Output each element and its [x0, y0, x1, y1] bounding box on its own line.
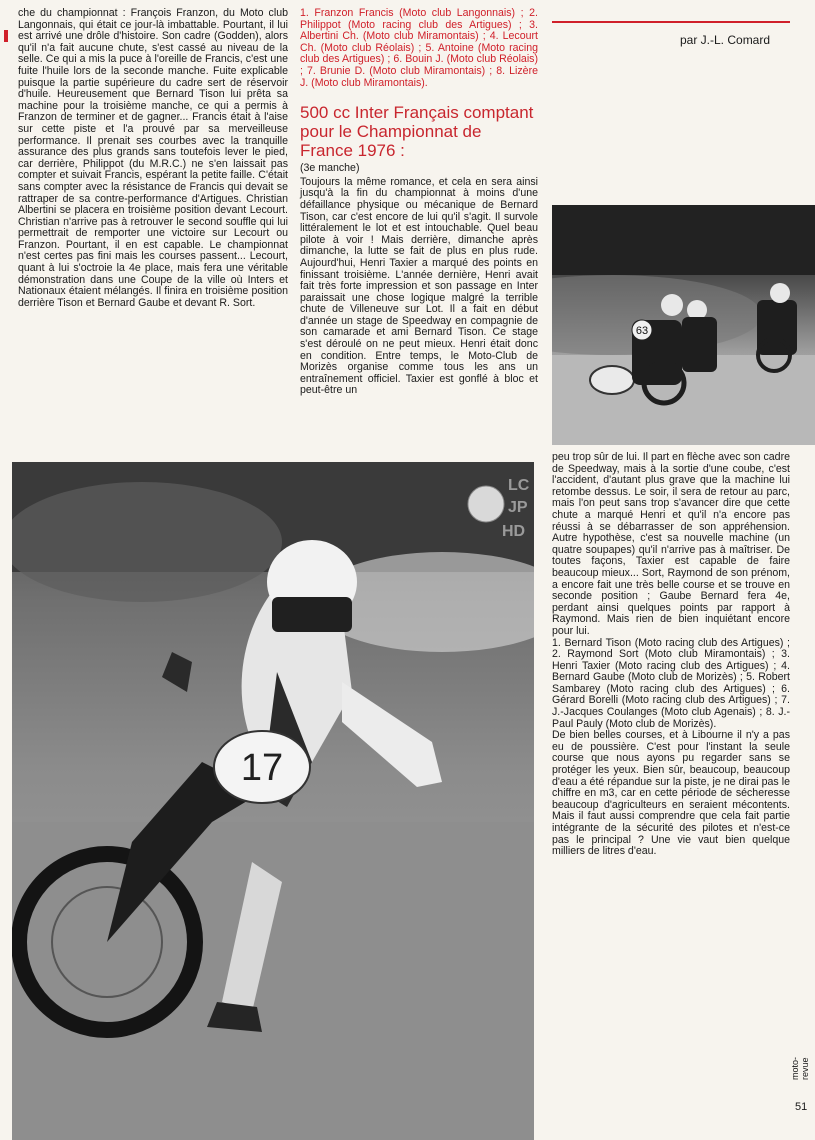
column-2-text: Toujours la même romance, et cela en sera ainsi jusqu'à la fin du championnat à moins d'une défaillance physique ou mécanique de Bernard Tison, car c'est encore de lui qu'il s'agit. Il survole littéralement le lot et est intouchable. Quel beau pilote à voir ! Mais derrière, dimanche après dimanche, la lutte se fait de plus en plus rude. Aujourd'hui, Henri Taxier a marqué des points en finissant troisième. L'année dernière, Henri avait fait très forte impression et son passage en Inter paraissait une chose logique malgré la terrible chute de Villeneuve sur Lot. Il a fait en début d'année un stage de Speedway en compagnie de son camarade et ami Bernard Tison. Ce stage s'est déroulé on ne peut mieux. Henri était donc en condition. Entre temps, le Moto-Club de Morizès organise comme tous les ans un entraînement officiel. Taxier est gonflé à bloc et peut-être un — [300, 175, 538, 397]
race-results-2: 1. Bernard Tison (Moto racing club des Artigues) ; 2. Raymond Sort (Moto club Miramontais) ; 3. Henri Taxier (Moto racing club des Artigues) ; 4. Bernard Gaube (Moto club de Morizès) ; 5. Robert Sambarey (Moto racing club des Artigues) ; 6. Gérard Borelli (Moto racing club des Artigues) ; 7. J.-Jacques Coulanges (Moto club Agenais) ; 8. J.-Paul Pauly (Moto club de Morizès). — [552, 636, 790, 730]
watermark-line-3: HD — [502, 523, 526, 540]
section-subheading: (3e manche) — [300, 162, 360, 175]
sidecar-race-photo — [552, 205, 815, 445]
race-results-1: 1. Franzon Francis (Moto club Langonnais) ; 2. Philippot (Moto racing club des Artigues) ; 3. Albertini Ch. (Moto club Miramontais) ; 4. Lecourt Ch. (Moto club Réolais) ; 5. Antoine (Moto racing club des Artigues) ; 6. Bouin J. (Moto club Réolais) ; 7. Brunie D. (Moto club Miramontais) ; 8. Lizère J. (Moto club Miramontais). — [300, 7, 538, 89]
byline: par J.-L. Comard — [680, 33, 771, 47]
speedway-rider-photo — [12, 462, 534, 1140]
article-column-1 — [18, 8, 288, 309]
sidecar-number: 63 — [635, 325, 649, 337]
magazine-name: moto-revue — [790, 1056, 810, 1080]
rider-number: 17 — [240, 747, 284, 789]
column-1-text: che du championnat : François Franzon, du Moto club Langonnais, qui était ce jour-là imbattable. Pourtant, il lui est arrivé une drôle d'histoire. Son cadre (Godden), alors qu'il n'a fait aucune chute, s'est cassé au niveau de la selle. Ce qui a mis la puce à l'oreille de Francis, c'est une fuite l'huile lors de la seconde manche. Fuite explicable puisque la partie supérieure du cadre sert de réservoir d'huile. Heureusement que Bernard Tison lui prêta sa machine pour la troisième manche, ce qui a permis à Franzon de terminer et de gagner... Francis était à l'aise sur cette piste et l'a prouvé par sa merveilleuse performance. Il prenait ses courbes avec la tranquille assurance des plus grands sans toutefois lever le pied, car derrière, Philippot (du M.R.C.) ne s'en laissait pas compter et suivait Francis, espérant la petite faille. C'était sans compter avec la résistance de Francis qui devait se rattraper de sa contre-performance d'Artigues. Christian Albertini se placera en troisième position devant Lecourt. Christian n'arrive pas à retrouver le second souffle qui lui permettrait de remporter une victoire sur Lecourt ou Franzon. Pourtant, il en est capable. Le championnat n'est certes pas fini mais les courses passent... Lecourt, quant à lui s'octroie la 4e place, mais fera une véritable démonstration dans une Coupe de la ville où Inters et Nationaux étaient mélangés. Il finira en troisième position derrière Tison et Bernard Gaube et devant R. Sort. — [18, 7, 288, 309]
watermark-logo — [466, 470, 534, 540]
article-column-3 — [552, 452, 790, 858]
margin-marker — [4, 30, 8, 42]
article-column-2 — [300, 8, 538, 397]
watermark-line-1: LC — [508, 477, 530, 494]
page-number: 51 — [795, 1101, 808, 1113]
column-3-text: peu trop sûr de lui. Il part en flèche avec son cadre de Speedway, mais à la sortie d'une coube, c'est l'accident, d'autant plus grave que la machine lui retombe dessus. Le soir, il sera de retour au parc, mais l'on peut sans trop s'avancer dire que cette chute a marqué Henri et qu'il n'a encore pas réussi à se débarrasser de son appréhension. Autre hypothèse, c'est sa nouvelle machine (un quatre soupapes) qu'il n'arrive pas à maîtriser. De toutes façons, Taxier est capable de faire beaucoup mieux... Sort, Raymond de son prénom, a encore fait une très belle course et se trouve en seconde position ; Gaube Bernard fera 4e, perdant ainsi quelques points par rapport à Raymond. Mais rien de bien inquiétant encore pour lui. — [552, 451, 790, 637]
watermark-line-2: JP — [508, 499, 528, 516]
column-3-closing: De bien belles courses, et à Libourne il n'y a pas eu de poussière. C'est pour l'instant la seule course que nous ayons pu regarder sans se protéger les yeux. Bien sûr, beaucoup, beaucoup d'eau a été répandue sur la piste, je ne dirai pas le chiffre en m3, car en cette période de sécheresse beaucoup d'agriculteurs en seraient mécontents. Mais il faut aussi comprendre que cela fait partie intégrante de la sécurité des pilotes et n'est-ce pas le principal ? Une vie vaut bien quelque milliers de litres d'eau. — [552, 729, 790, 858]
section-rule — [552, 21, 790, 23]
section-heading: 500 cc Inter Français comptant pour le Championnat de France 1976 : — [300, 103, 534, 161]
